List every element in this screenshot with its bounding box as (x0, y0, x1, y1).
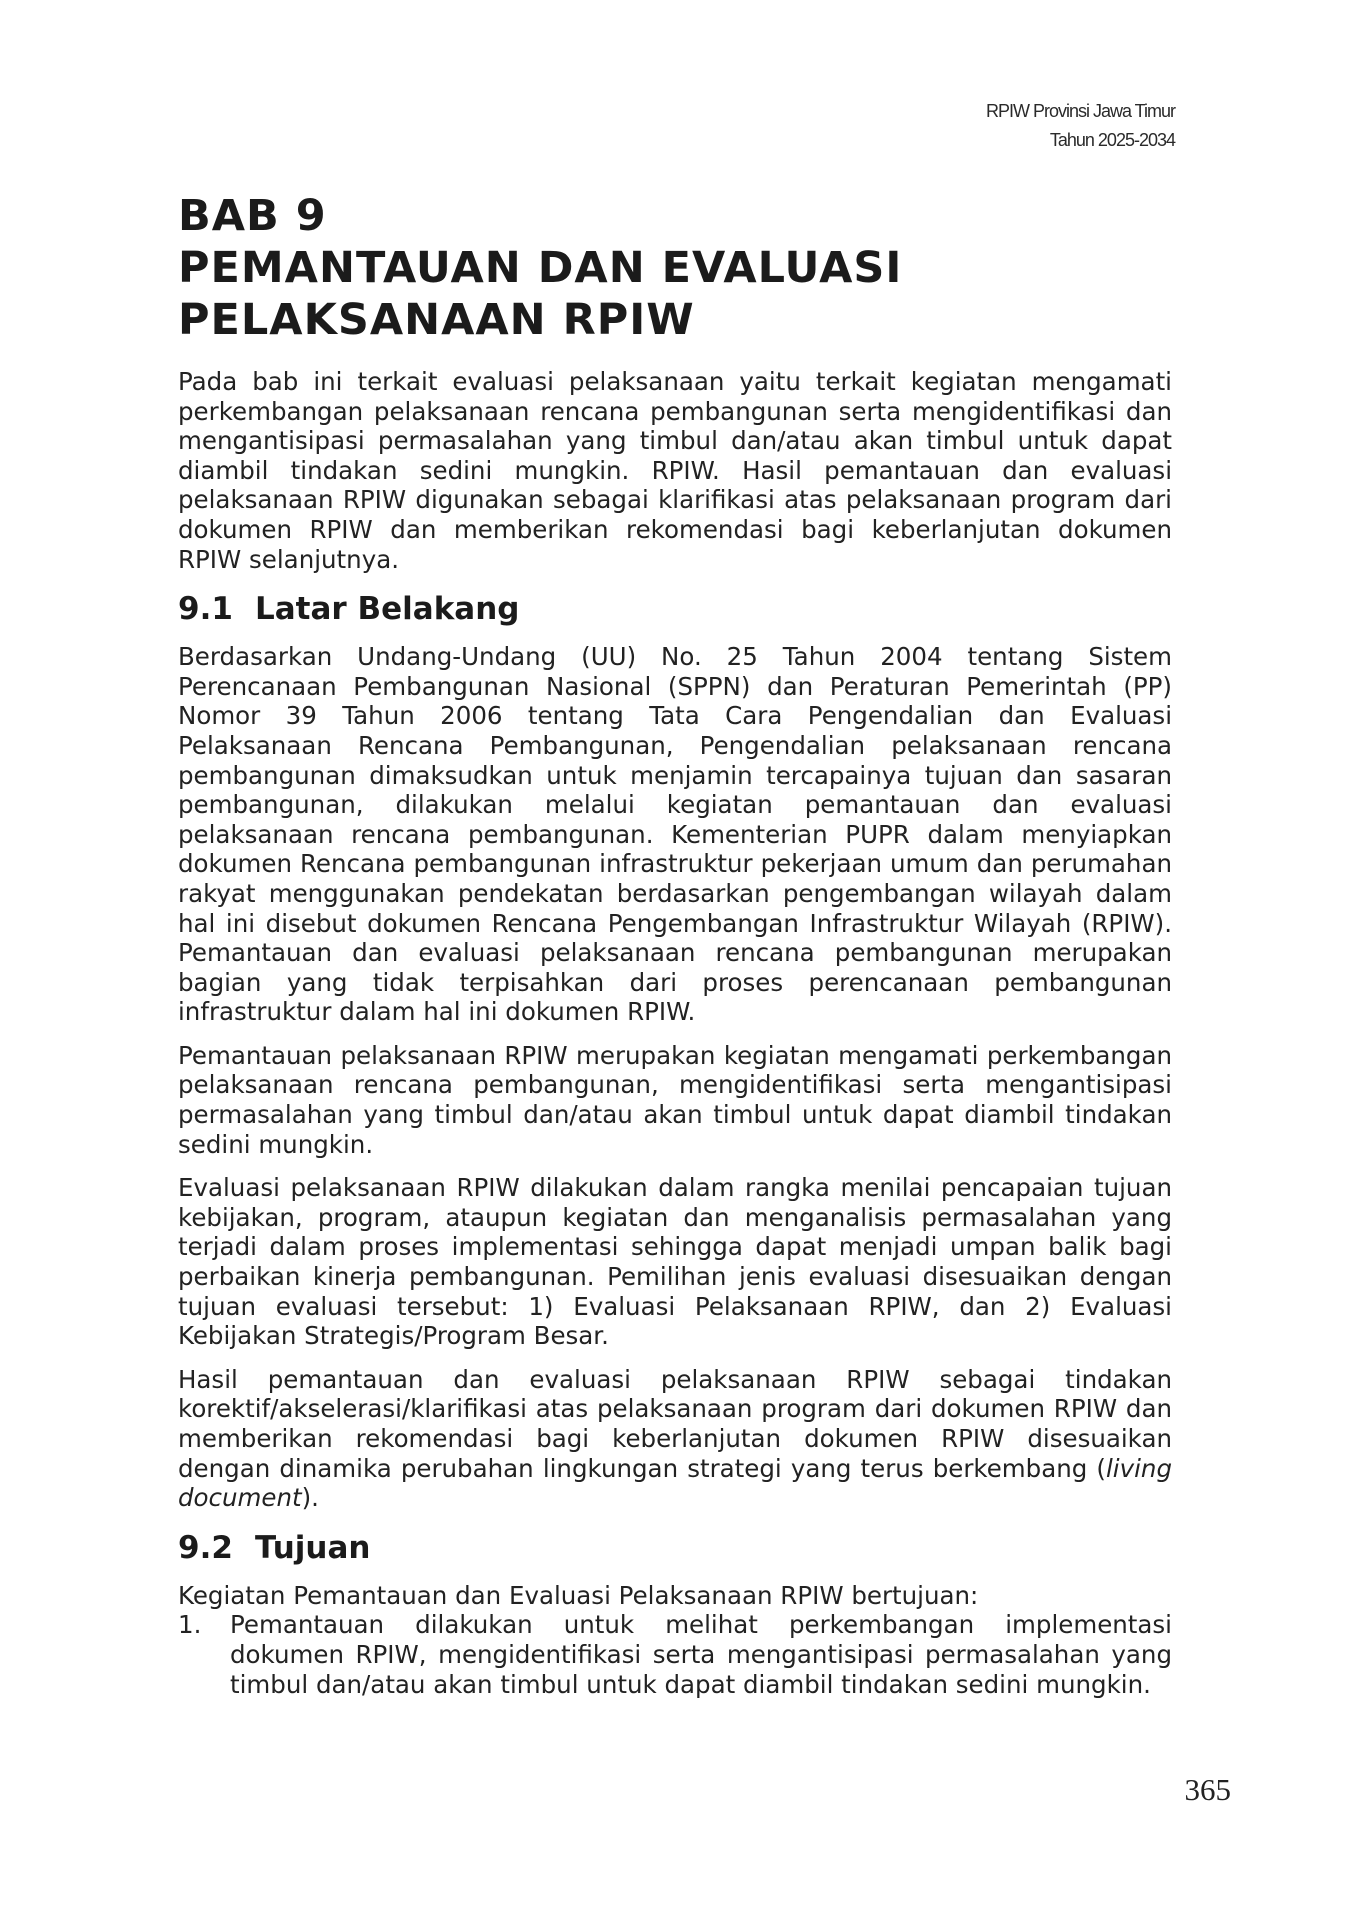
page-number: 365 (1184, 1772, 1231, 1807)
chapter-title (178, 190, 1172, 346)
body-paragraph: Berdasarkan Undang-Undang (UU) No. 25 Tahun 2004 tentang Sistem Perencanaan Pembangunan Nasional (SPPN) dan Peraturan Pemerintah (PP) Nomor 39 Tahun 2006 tentang Tata Cara Pengendalian dan Evaluasi Pelaksanaan Rencana Pembangunan, Pengendalian pelaksanaan rencana pembangunan dimaksudkan untuk menjamin tercapainya tujuan dan sasaran pembangunan, dilakukan melalui kegiatan pemantauan dan evaluasi pelaksanaan rencana pembangunan. Kementerian PUPR dalam menyiapkan dokumen Rencana pembangunan infrastruktur pekerjaan umum dan perumahan rakyat menggunakan pendekatan berdasarkan pengembangan wilayah dalam hal ini disebut dokumen Rencana Pengembangan Infrastruktur Wilayah (RPIW). Pemantauan dan evaluasi pelaksanaan rencana pembangunan merupakan bagian yang tidak terpisahkan dari proses perencanaan pembangunan infrastruktur dalam hal ini dokumen RPIW. (178, 642, 1172, 1027)
chapter-title-line: PEMANTAUAN DAN EVALUASI (178, 243, 903, 293)
list-marker: 1. (178, 1610, 202, 1640)
italic-term: living document (178, 1453, 1172, 1513)
body-paragraph: Pemantauan pelaksanaan RPIW merupakan kegiatan mengamati perkembangan pelaksanaan rencana pembangunan, mengidentifikasi serta mengantisipasi permasalahan yang timbul dan/atau akan timbul untuk dapat diambil tindakan sedini mungkin. (178, 1040, 1172, 1159)
running-header-period: Tahun 2025-2034 (1049, 130, 1175, 150)
body-paragraph (178, 1365, 1172, 1513)
section-number: 9.1 (178, 591, 233, 628)
running-header-title: RPIW Provinsi Jawa Timur (985, 101, 1175, 121)
section-title: Tujuan (255, 1529, 371, 1566)
section-intro: Kegiatan Pemantauan dan Evaluasi Pelaksanaan RPIW bertujuan: (178, 1580, 979, 1610)
list-item-text: Pemantauan dilakukan untuk melihat perkembangan implementasi dokumen RPIW, mengidentifikasi serta mengantisipasi permasalahan yang timbul dan/atau akan timbul untuk dapat diambil tindakan sedini mungkin. (230, 1610, 1172, 1699)
running-header (986, 97, 1175, 155)
chapter-number: BAB 9 (178, 191, 327, 241)
section-number: 9.2 (178, 1529, 233, 1566)
section-heading-9-1 (178, 590, 1172, 628)
chapter-title-line: PELAKSANAAN RPIW (178, 295, 695, 345)
chapter-intro-paragraph: Pada bab ini terkait evaluasi pelaksanaan yaitu terkait kegiatan mengamati perkembangan pelaksanaan rencana pembangunan serta mengidentifikasi dan mengantisipasi permasalahan yang timbul dan/atau akan timbul untuk dapat diambil tindakan sedini mungkin. RPIW. Hasil pemantauan dan evaluasi pelaksanaan RPIW digunakan sebagai klarifikasi atas pelaksanaan program dari dokumen RPIW dan memberikan rekomendasi bagi keberlanjutan dokumen RPIW selanjutnya. (178, 367, 1172, 574)
section-heading-9-2 (178, 1529, 1172, 1567)
page-content (178, 190, 1172, 1699)
body-text: ). (301, 1483, 319, 1513)
list-item (178, 1610, 1172, 1699)
body-paragraph: Evaluasi pelaksanaan RPIW dilakukan dalam rangka menilai pencapaian tujuan kebijakan, program, ataupun kegiatan dan menganalisis permasalahan yang terjadi dalam proses implementasi sehingga dapat menjadi umpan balik bagi perbaikan kinerja pembangunan. Pemilihan jenis evaluasi disesuaikan dengan tujuan evaluasi tersebut: 1) Evaluasi Pelaksanaan RPIW, dan 2) Evaluasi Kebijakan Strategis/Program Besar. (178, 1173, 1172, 1351)
section-title: Latar Belakang (255, 591, 520, 628)
body-text: Hasil pemantauan dan evaluasi pelaksanaan RPIW sebagai tindakan korektif/akselerasi/klarifikasi atas pelaksanaan program dari dokumen RPIW dan memberikan rekomendasi bagi keberlanjutan dokumen RPIW disesuaikan dengan dinamika perubahan lingkungan strategi yang terus berkembang ( (178, 1364, 1172, 1483)
objective-list (178, 1610, 1172, 1699)
